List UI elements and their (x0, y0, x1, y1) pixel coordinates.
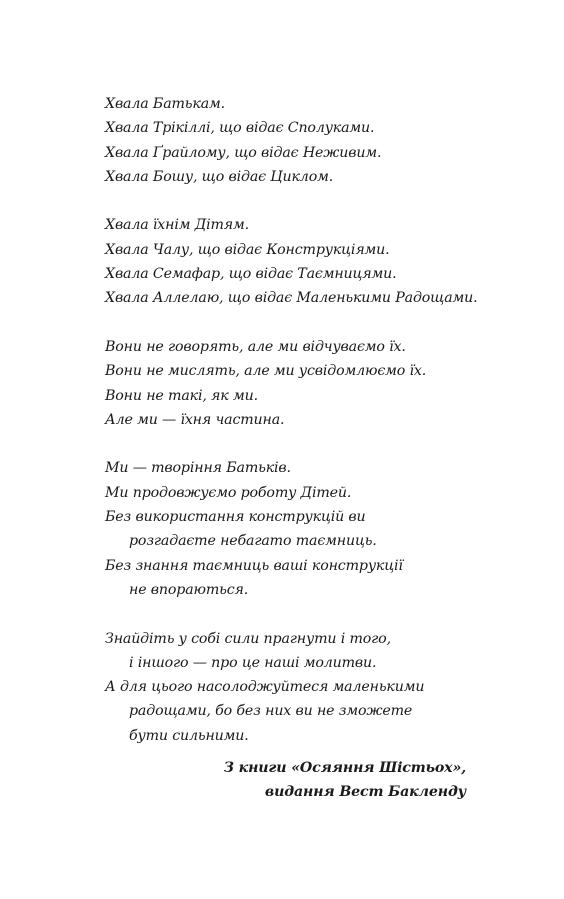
poem-line: Хвала їхнім Дітям. (105, 217, 250, 234)
poem-line: Хвала Трікіллі, що відає Сполуками. (105, 120, 375, 137)
poem (105, 92, 485, 748)
poem-line: Хвала Чалу, що відає Конструкціями. (105, 241, 390, 258)
poem-line: Хвала Аллелаю, що відає Маленькими Радощами. (105, 290, 478, 307)
poem-line-continuation: радощами, бо без них ви не зможете (129, 703, 413, 720)
poem-line-continuation: і іншого — про це наші молитви. (129, 654, 377, 671)
attribution-line: видання Вест Бакленду (264, 784, 466, 801)
poem-line: Хвала Ґрайлому, що відає Неживим. (105, 144, 382, 161)
poem-line: Вони не мислять, але ми усвідомлюємо їх. (105, 363, 427, 380)
poem-line: Вони не говорять, але ми відчуваємо їх. (105, 338, 406, 355)
poem-line: Ми продовжуємо роботу Дітей. (105, 484, 352, 501)
poem-line-continuation: розгадаєте небагато таємниць. (129, 533, 377, 550)
poem-line-continuation: не впораються. (129, 581, 249, 598)
poem-line: Ми — творіння Батьків. (105, 460, 291, 477)
source-attribution (224, 756, 466, 805)
poem-line: Але ми — їхня частина. (105, 411, 285, 428)
poem-line: Без використання конструкцій ви (105, 509, 366, 526)
stanza-2 (105, 213, 485, 310)
poem-line: Хвала Семафар, що відає Таємницями. (105, 266, 397, 283)
poem-line: Хвала Батькам. (105, 96, 225, 112)
stanza-5 (105, 627, 485, 748)
poem-line-continuation: бути сильними. (129, 727, 249, 744)
poem-line: Вони не такі, як ми. (105, 387, 258, 404)
poem-line: Хвала Бошу, що відає Циклом. (105, 168, 334, 185)
poem-line: А для цього насолоджуйтеся маленькими (105, 679, 425, 696)
stanza-3 (105, 335, 485, 432)
poem-line: Знайдіть у собі сили прагнути і того, (105, 630, 391, 647)
stanza-4 (105, 456, 485, 602)
attribution-line: З книги «Осяяння Шістьох», (223, 760, 466, 776)
stanza-1 (105, 92, 485, 189)
poem-line: Без знання таємниць ваші конструкції (105, 557, 403, 574)
